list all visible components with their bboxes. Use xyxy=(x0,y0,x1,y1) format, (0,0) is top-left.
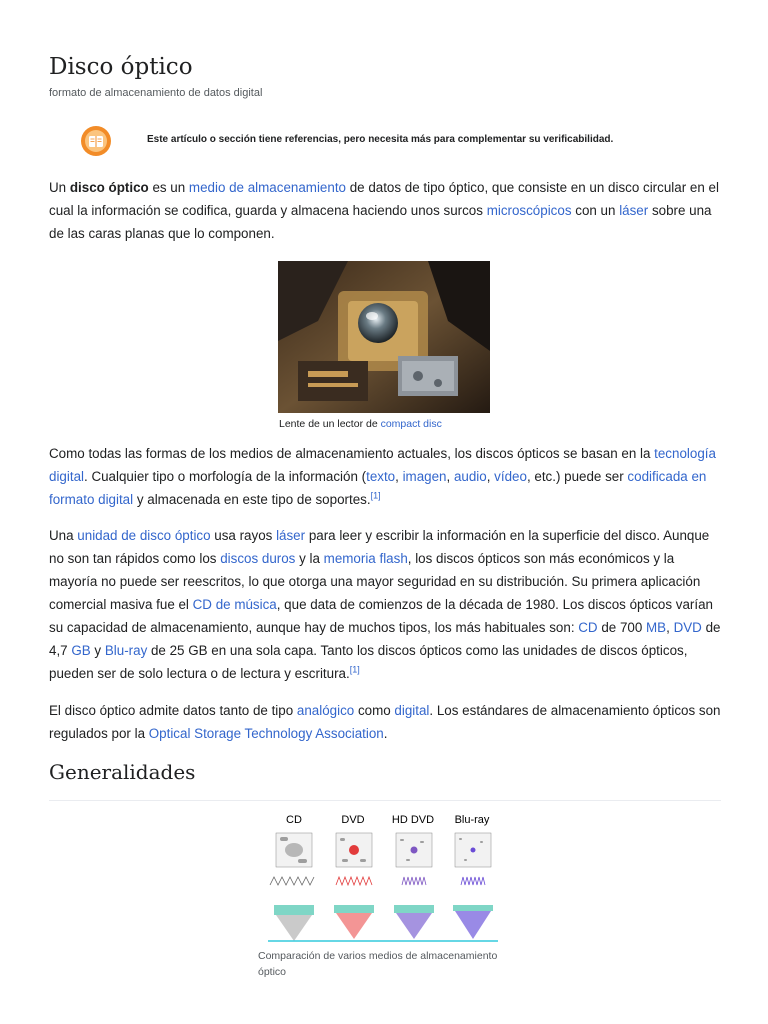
text: Un xyxy=(49,180,70,195)
text: de datos de tipo óptico, que consiste en un disco circular en el cual la información se codifica, guarda y almacena haciendo unos surcos xyxy=(49,180,719,218)
reference-link[interactable]: [1] xyxy=(370,490,381,501)
link-memoria-flash[interactable]: memoria flash xyxy=(323,551,408,566)
link-optical-storage-technology-association[interactable]: Optical Storage Technology Association xyxy=(148,726,384,741)
paragraph-2 xyxy=(49,442,721,511)
link-dvd[interactable]: DVD xyxy=(673,620,702,635)
column-label-hddvd: HD DVD xyxy=(391,814,435,826)
text: , etc.) puede ser xyxy=(526,469,628,484)
link-codificada-en-formato-digital[interactable]: codificada en formato digital xyxy=(49,469,707,507)
reference-link[interactable]: [1] xyxy=(349,664,360,675)
link-mb[interactable]: MB xyxy=(646,620,667,635)
figure1-caption xyxy=(279,418,442,430)
text: , xyxy=(446,469,454,484)
link-digital[interactable]: digital xyxy=(394,703,430,718)
link-gb[interactable]: GB xyxy=(71,643,91,658)
text: , xyxy=(486,469,495,484)
text: . Cualquier tipo o morfología de la información ( xyxy=(84,469,367,484)
text: y la xyxy=(295,551,324,566)
text: , los discos ópticos son más económicos y la mayoría no puede ser reescritos, lo que otorga una mayor seguridad en su distribución. Su primera aplicación comercial masiva fue el xyxy=(49,551,701,612)
link-unidad-de-disco-optico[interactable]: unidad de disco óptico xyxy=(77,528,211,543)
text: . xyxy=(383,726,388,741)
text: como xyxy=(354,703,395,718)
bold-term: disco óptico xyxy=(69,180,149,195)
optical-media-comparison-diagram[interactable] xyxy=(256,811,510,945)
text: El disco óptico admite datos tanto de tipo xyxy=(49,703,297,718)
text: , que data de comienzos de la década de 1980. Los discos ópticos varían su capacidad de almacenamiento, aunque hay de muchos tipos, los más habituales son: xyxy=(49,597,713,635)
link-microscopicos[interactable]: microscópicos xyxy=(486,203,572,218)
section-divider xyxy=(49,800,721,801)
text: de 700 xyxy=(597,620,647,635)
link-discos-duros[interactable]: discos duros xyxy=(220,551,296,566)
column-label-dvd: DVD xyxy=(341,814,365,826)
link-tecnologia-digital[interactable]: tecnología digital xyxy=(49,446,716,484)
page-subtitle: formato de almacenamiento de datos digital xyxy=(49,87,263,99)
column-label-cd: CD xyxy=(286,814,302,826)
text: y almacenada en este tipo de soportes. xyxy=(133,492,371,507)
link-laser[interactable]: láser xyxy=(619,203,649,218)
citation-needed-icon xyxy=(80,125,112,157)
link-medio-de-almacenamiento[interactable]: medio de almacenamiento xyxy=(188,180,346,195)
link-texto[interactable]: texto xyxy=(366,469,396,484)
section-heading: Generalidades xyxy=(49,760,196,784)
figure2-caption: Comparación de varios medios de almacenamiento óptico xyxy=(258,950,498,978)
link-compact-disc[interactable]: compact disc xyxy=(380,418,442,430)
column-label-bluray: Blu-ray xyxy=(454,814,490,826)
text: , xyxy=(395,469,403,484)
references-notice: Este artículo o sección tiene referencias, pero necesita más para complementar su verificabilidad. xyxy=(147,134,614,145)
text: usa rayos xyxy=(210,528,277,543)
text: con un xyxy=(571,203,620,218)
paragraph-3 xyxy=(49,524,721,685)
text: . Los estándares de almacenamiento ópticos son regulados por la xyxy=(49,703,721,741)
text: para leer y escribir la información en la superficie del disco. Aunque no son tan rápidos como los xyxy=(49,528,710,566)
link-audio[interactable]: audio xyxy=(453,469,487,484)
link-video[interactable]: vídeo xyxy=(494,469,527,484)
text: Una xyxy=(49,528,78,543)
link-imagen[interactable]: imagen xyxy=(402,469,447,484)
text: sobre una de las caras planas que lo componen. xyxy=(49,203,712,241)
page-title: Disco óptico xyxy=(49,54,193,80)
caption-text: Lente de un lector de xyxy=(279,418,381,430)
text: y xyxy=(90,643,105,658)
link-laser[interactable]: láser xyxy=(276,528,306,543)
link-cd[interactable]: CD xyxy=(578,620,598,635)
text: de 25 GB en una sola capa. Tanto los discos ópticos como las unidades de discos ópticos, pueden ser de solo lectura o de lectura y escritura. xyxy=(49,643,688,681)
link-cd-de-musica[interactable]: CD de música xyxy=(192,597,277,612)
link-blu-ray[interactable]: Blu-ray xyxy=(104,643,148,658)
intro-paragraph xyxy=(49,176,721,245)
text: de 4,7 xyxy=(49,620,721,658)
paragraph-4 xyxy=(49,699,721,745)
text: es un xyxy=(148,180,189,195)
text: , xyxy=(666,620,674,635)
link-analogico[interactable]: analógico xyxy=(296,703,355,718)
text: Como todas las formas de los medios de almacenamiento actuales, los discos ópticos se basan en la xyxy=(49,446,655,461)
optical-lens-photo[interactable] xyxy=(278,261,490,413)
